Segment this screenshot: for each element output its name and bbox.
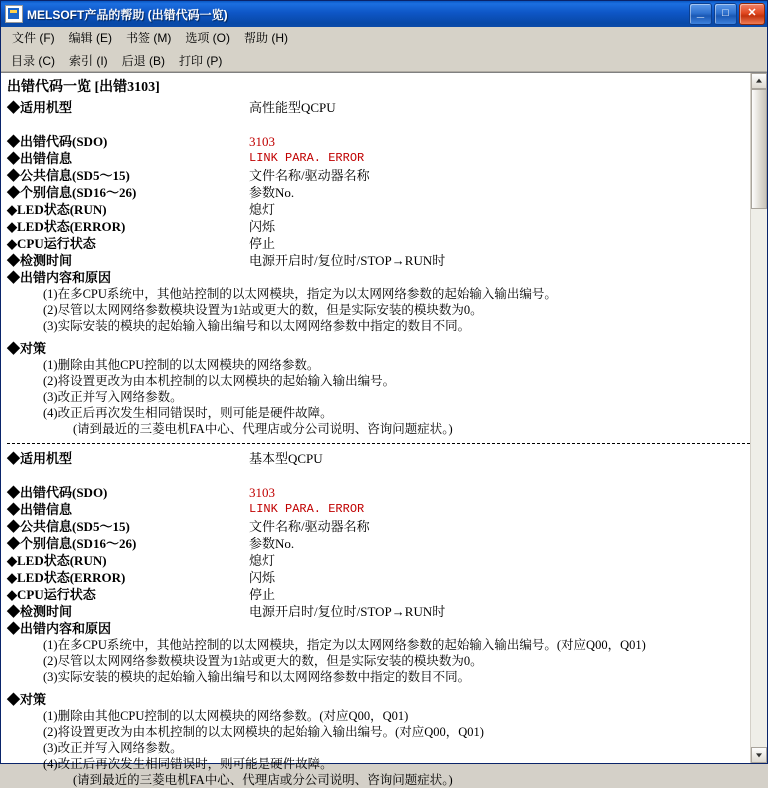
field-label: ◆CPU运行状态 xyxy=(7,236,96,251)
action-heading-1: ◆对策 xyxy=(7,341,47,356)
table-row xyxy=(7,218,445,235)
field-value: 闪烁 xyxy=(249,570,276,585)
field-value: 文件名称/驱动器名称 xyxy=(249,168,370,183)
action-line: (3)改正并写入网络参数。 xyxy=(43,390,183,404)
vertical-scrollbar[interactable] xyxy=(750,73,767,763)
table-row xyxy=(7,252,445,269)
action-line: (4)改正后再次发生相同错误时，则可能是硬件故障。 xyxy=(43,406,333,420)
field-value: 高性能型QCPU xyxy=(249,100,336,115)
cause-line: (1)在多CPU系统中，其他站控制的以太网模块，指定为以太网网络参数的起始输入输出编号。 xyxy=(43,287,557,301)
section-divider xyxy=(7,443,750,444)
title-bar xyxy=(1,1,767,27)
close-button[interactable] xyxy=(739,3,765,25)
field-label: ◆检测时间 xyxy=(7,604,73,619)
table-row xyxy=(7,518,445,535)
cause-line: (3)实际安装的模块的起始输入输出编号和以太网网络参数中指定的数目不同。 xyxy=(43,670,471,684)
cause-line: (1)在多CPU系统中，其他站控制的以太网模块，指定为以太网网络参数的起始输入输出编号。(对应Q00，Q01) xyxy=(43,638,646,652)
action-line: (1)删除由其他CPU控制的以太网模块的网络参数。(对应Q00，Q01) xyxy=(43,709,409,723)
help-book-icon xyxy=(5,5,23,23)
table-row xyxy=(7,150,445,167)
cause-line: (3)实际安装的模块的起始输入输出编号和以太网网络参数中指定的数目不同。 xyxy=(43,319,471,333)
field-value: 参数No. xyxy=(249,536,295,551)
field-label: ◆出错代码(SDO) xyxy=(7,134,108,149)
action-line: (2)将设置更改为由本机控制的以太网模块的起始输入输出编号。 xyxy=(43,374,396,388)
table-row xyxy=(7,552,445,569)
field-label: ◆检测时间 xyxy=(7,253,73,268)
maximize-button[interactable] xyxy=(714,3,737,25)
toolbar-print[interactable]: 打印 (P) xyxy=(179,53,223,68)
field-value: 停止 xyxy=(249,236,276,251)
table-row xyxy=(7,99,445,116)
table-row xyxy=(7,535,445,552)
field-value: 闪烁 xyxy=(249,219,276,234)
window-controls xyxy=(689,3,765,25)
field-value: 参数No. xyxy=(249,185,295,200)
table-row xyxy=(7,235,445,252)
tool-bar xyxy=(1,49,767,72)
menu-bookmark[interactable]: 书签 (M) xyxy=(126,31,172,45)
content-area xyxy=(1,72,767,787)
field-label: ◆LED状态(ERROR) xyxy=(7,219,126,234)
field-value: LINK PARA. ERROR xyxy=(249,151,365,165)
table-row xyxy=(7,603,445,620)
menu-help[interactable]: 帮助 (H) xyxy=(244,31,289,45)
cause-heading-1: ◆出错内容和原因 xyxy=(7,270,112,285)
fields-table-2 xyxy=(7,450,445,620)
toolbar-contents[interactable]: 目录 (C) xyxy=(11,53,55,68)
field-label: ◆LED状态(ERROR) xyxy=(7,570,126,585)
scrollbar-thumb[interactable] xyxy=(751,89,767,209)
table-row xyxy=(7,201,445,218)
cause-line: (2)尽管以太网网络参数模块设置为1站或更大的数，但是实际安装的模块数为0。 xyxy=(43,303,483,317)
field-label: ◆出错代码(SDO) xyxy=(7,485,108,500)
chevron-up-icon xyxy=(756,79,762,83)
chevron-down-icon xyxy=(756,753,762,757)
field-label: ◆个别信息(SD16～26) xyxy=(7,185,137,200)
help-document xyxy=(1,73,750,787)
table-row xyxy=(7,569,445,586)
cause-line: (2)尽管以太网网络参数模块设置为1站或更大的数，但是实际安装的模块数为0。 xyxy=(43,654,483,668)
field-value: 文件名称/驱动器名称 xyxy=(249,519,370,534)
action-note: (请到最近的三菱电机FA中心、代理店或分公司说明、咨询问题症状。) xyxy=(73,773,453,787)
action-line: (2)将设置更改为由本机控制的以太网模块的起始输入输出编号。(对应Q00，Q01) xyxy=(43,725,484,739)
field-value: 熄灯 xyxy=(249,202,276,217)
field-label: ◆LED状态(RUN) xyxy=(7,202,107,217)
field-value: 电源开启时/复位时/STOP→RUN时 xyxy=(249,604,446,619)
table-row xyxy=(7,116,445,133)
field-label: ◆出错信息 xyxy=(7,502,73,517)
cause-heading-2: ◆出错内容和原因 xyxy=(7,621,112,636)
action-note: (请到最近的三菱电机FA中心、代理店或分公司说明、咨询问题症状。) xyxy=(73,422,453,436)
menu-edit[interactable]: 编辑 (E) xyxy=(68,31,113,45)
table-row xyxy=(7,586,445,603)
field-label: ◆适用机型 xyxy=(7,100,73,115)
window-title: MELSOFT产品的帮助 (出错代码一览) xyxy=(27,7,228,22)
scroll-down-button[interactable] xyxy=(751,747,767,763)
action-line: (4)改正后再次发生相同错误时，则可能是硬件故障。 xyxy=(43,757,333,771)
menu-option[interactable]: 选项 (O) xyxy=(185,31,231,45)
toolbar-index[interactable]: 索引 (I) xyxy=(69,53,108,68)
field-label: ◆公共信息(SD5～15) xyxy=(7,168,130,183)
field-label: ◆出错信息 xyxy=(7,151,73,166)
field-value: 基本型QCPU xyxy=(249,451,323,466)
field-label: ◆公共信息(SD5～15) xyxy=(7,519,130,534)
minimize-icon: _ xyxy=(696,4,705,19)
maximize-icon: □ xyxy=(722,7,729,19)
table-row xyxy=(7,467,445,484)
field-label: ◆适用机型 xyxy=(7,451,73,466)
menu-file[interactable]: 文件 (F) xyxy=(12,31,55,45)
action-heading-2: ◆对策 xyxy=(7,692,47,707)
scrollbar-track[interactable] xyxy=(751,209,767,747)
field-label: ◆CPU运行状态 xyxy=(7,587,96,602)
table-row xyxy=(7,450,445,467)
field-value: 3103 xyxy=(249,134,275,149)
page-title: 出错代码一览 [出错3103] xyxy=(7,80,160,95)
table-row xyxy=(7,501,445,518)
scroll-up-button[interactable] xyxy=(751,73,767,89)
field-label: ◆LED状态(RUN) xyxy=(7,553,107,568)
table-row xyxy=(7,484,445,501)
close-icon: ✕ xyxy=(747,7,757,19)
field-value: LINK PARA. ERROR xyxy=(249,502,365,516)
field-value: 3103 xyxy=(249,485,275,500)
toolbar-back[interactable]: 后退 (B) xyxy=(121,53,166,68)
fields-table-1 xyxy=(7,99,445,269)
menu-bar xyxy=(1,27,767,49)
table-row xyxy=(7,184,445,201)
table-row xyxy=(7,167,445,184)
action-line: (3)改正并写入网络参数。 xyxy=(43,741,183,755)
action-line: (1)删除由其他CPU控制的以太网模块的网络参数。 xyxy=(43,358,320,372)
field-value: 电源开启时/复位时/STOP→RUN时 xyxy=(249,253,446,268)
field-value: 熄灯 xyxy=(249,553,276,568)
table-row xyxy=(7,133,445,150)
field-value: 停止 xyxy=(249,587,276,602)
field-label: ◆个别信息(SD16～26) xyxy=(7,536,137,551)
minimize-button[interactable] xyxy=(689,3,712,25)
